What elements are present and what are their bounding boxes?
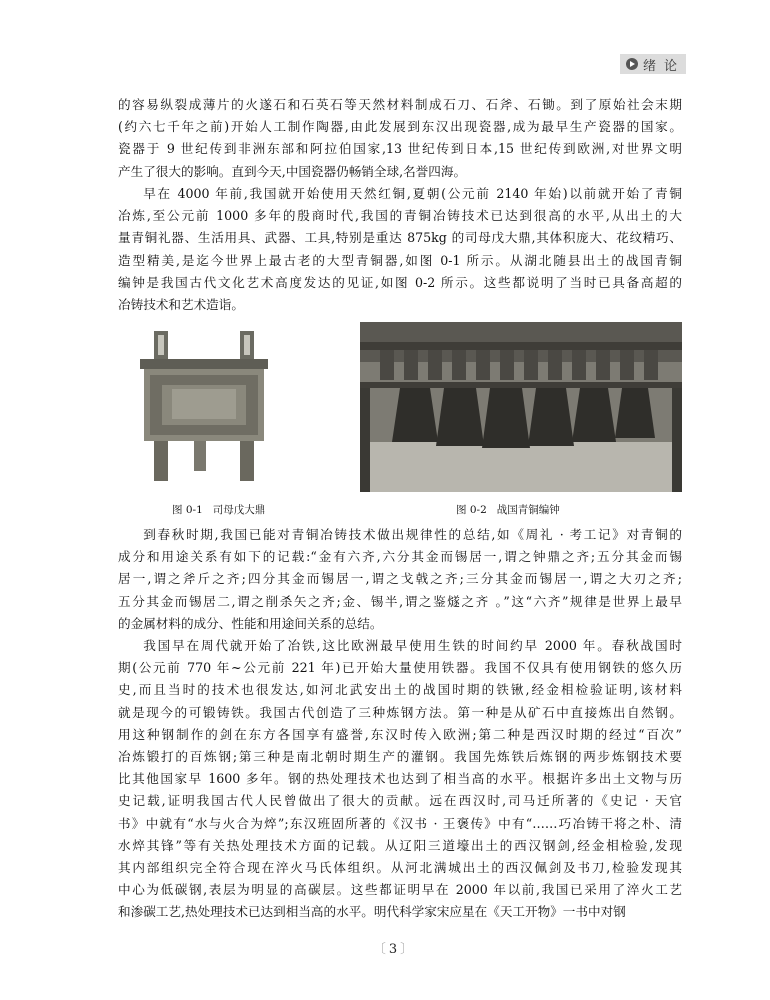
text-line: 史,而且当时的技术也很发达,如河北武安出土的战国时期的铁锹,经金相检验证明,该材料 [118, 682, 682, 698]
text-line: 瓷器于 9 世纪传到非洲东部和阿拉伯国家,13 世纪传到日本,15 世纪传到欧洲,对世界文明 [118, 141, 682, 157]
running-head-text: 绪论 [643, 58, 686, 74]
page-number-value: 3 [388, 942, 398, 957]
text-line: 产生了很大的影响。直到今天,中国瓷器仍畅销全球,名誉四海。 [118, 163, 467, 179]
text-line: 冶炼,至公元前 1000 多年的殷商时代,我国的青铜冶铸技术已达到很高的水平,从出土的大 [118, 208, 682, 224]
paragraph-3 [118, 524, 682, 635]
text-line: 冶铸技术和艺术造诣。 [118, 297, 244, 313]
figure-1-title: 司母戊大鼎 [212, 504, 266, 516]
running-head [620, 54, 686, 74]
text-line: 成分和用途关系有如下的记载:“金有六齐,六分其金而锡居一,谓之钟鼎之齐;五分其金而锡 [118, 549, 682, 565]
simuwu-ding-image [134, 329, 274, 484]
figure-1-number: 图 0-1 [172, 504, 203, 516]
paragraph-2 [118, 183, 682, 316]
text-line: 比其他国家早 1600 多年。钢的热处理技术也达到了相当高的水平。根据许多出土文物与历 [118, 771, 682, 787]
paragraph-1 [118, 94, 682, 183]
figure-2-title: 战国青铜编钟 [496, 504, 560, 516]
page-number [368, 938, 418, 957]
text-line: 书》中就有“水与火合为焠”;东汉班固所著的《汉书 · 王褒传》中有“……巧冶铸干将之朴、清 [118, 815, 682, 831]
text-line: 就是现今的可锻铸铁。我国古代创造了三种炼钢方法。第一种是从矿石中直接炼出自然钢。 [118, 704, 682, 720]
text-line: 造型精美,是迄今世界上最古老的大型青铜器,如图 0-1 所示。从湖北随县出土的战国青铜 [118, 252, 682, 268]
figure-1-caption [172, 502, 265, 517]
text-line: 用这种钢制作的剑在东方各国享有盛誉,东汉时传入欧洲;第二种是西汉时期的经过“百次” [118, 726, 682, 742]
right-ornament-icon: 〕 [400, 942, 414, 957]
text-line: 编钟是我国古代文化艺术高度发达的见证,如图 0-2 所示。这些都说明了当时已具备高超的 [118, 274, 682, 290]
text-line: 和渗碳工艺,热处理技术已达到相当高的水平。明代科学家宋应星在《天工开物》一书中对钢 [118, 904, 626, 920]
bronze-chime-bells-image [360, 322, 682, 492]
text-line: 到春秋时期,我国已能对青铜冶铸技术做出规律性的总结,如《周礼 · 考工记》对青铜的 [143, 527, 682, 542]
text-line: 水焠其锋”等有关热处理技术方面的记载。从辽阳三道壕出土的西汉钢剑,经金相检验,发现 [118, 837, 682, 853]
text-line: 冶炼锻打的百炼钢;第三种是南北朝时期生产的灌钢。我国先炼铁后炼钢的两步炼钢技术要 [118, 749, 682, 765]
paragraph-4 [118, 635, 682, 924]
arrow-right-icon [626, 58, 638, 70]
figure-2-number: 图 0-2 [456, 504, 487, 516]
text-line: 量青铜礼器、生活用具、武器、工具,特别是重达 875kg 的司母戊大鼎,其体积庞大、花纹精巧、 [118, 230, 682, 246]
text-line: 其内部组织完全符合现在淬火马氏体组织。从河北满城出土的西汉佩剑及书刀,检验发现其 [118, 860, 682, 876]
figure-2-caption [456, 502, 560, 517]
text-line: 的容易纵裂成薄片的火遂石和石英石等天然材料制成石刀、石斧、石锄。到了原始社会末期 [118, 97, 682, 112]
text-line: 中心为低碳钢,表层为明显的高碳层。这些都证明早在 2000 年以前,我国已采用了淬火工艺 [118, 882, 682, 898]
text-line: 史记载,证明我国古代人民曾做出了很大的贡献。远在西汉时,司马迁所著的《史记 · 天官 [118, 793, 682, 809]
text-line: 五分其金而锡居二,谓之削杀矢之齐;金、锡半,谓之鉴燧之齐 。”这“六齐”规律是世界上最早 [118, 593, 682, 609]
text-line: 居一,谓之斧斤之齐;四分其金而锡居一,谓之戈戟之齐;三分其金而锡居一,谓之大刃之齐; [118, 571, 682, 587]
text-line: 我国早在周代就开始了冶铁,这比欧洲最早使用生铁的时间约早 2000 年。春秋战国时 [143, 638, 682, 653]
left-ornament-icon: 〔 [372, 942, 386, 957]
text-line: 期(公元前 770 年~公元前 221 年)已开始大量使用铁器。我国不仅具有使用钢铁的悠久历 [118, 660, 682, 676]
text-line: 早在 4000 年前,我国就开始使用天然红铜,夏朝(公元前 2140 年始)以前就开始了青铜 [143, 186, 682, 201]
text-line: 的金属材料的成分、性能和用途间关系的总结。 [118, 615, 383, 631]
text-line: (约六七千年之前)开始人工制作陶器,由此发展到东汉出现瓷器,成为最早生产瓷器的国家。 [118, 119, 682, 135]
